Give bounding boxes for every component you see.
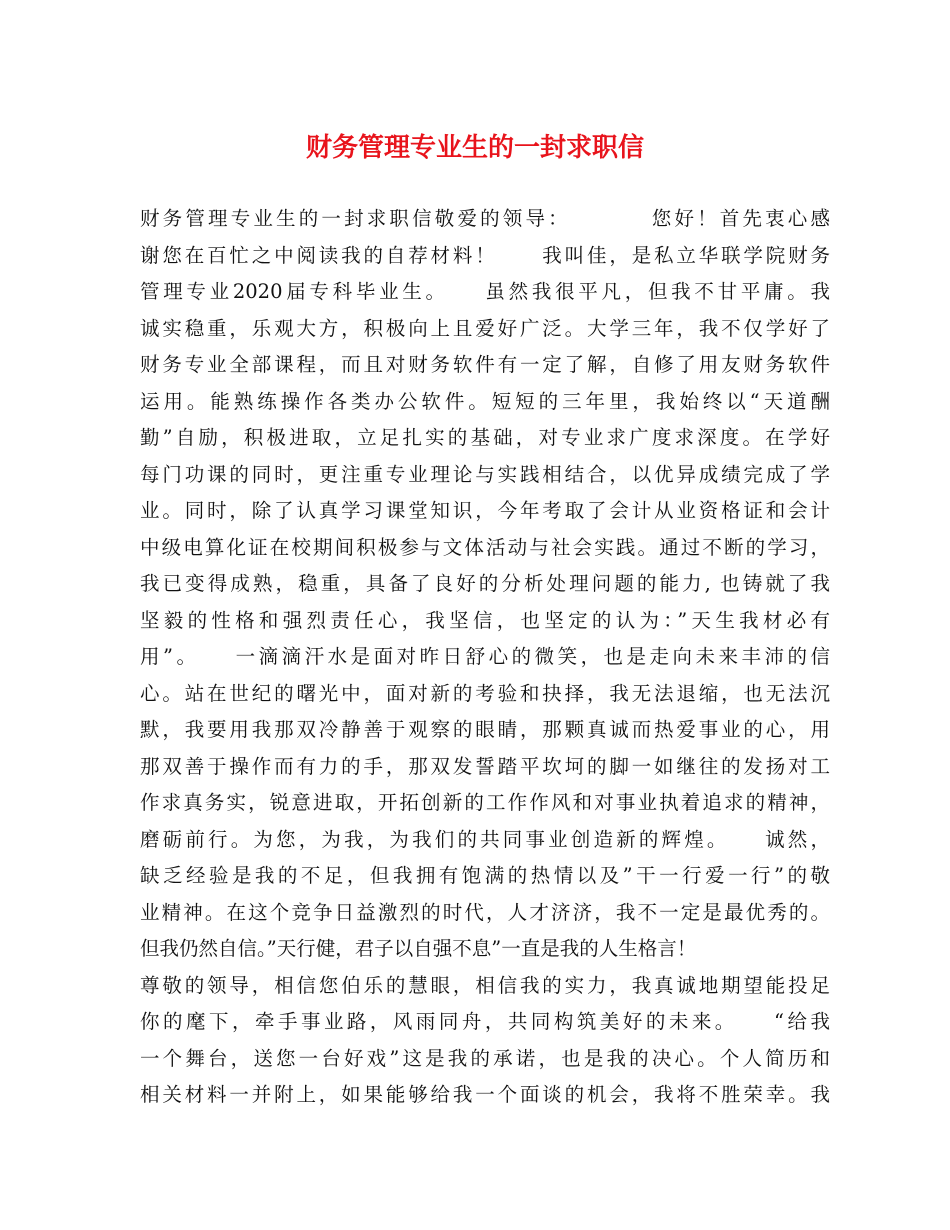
body-line: 作求真务实，锐意进取，开拓创新的工作作风和对事业执着追求的精神， — [140, 791, 830, 814]
body-line: 那双善于操作而有力的手，那双发誓踏平坎坷的脚一如继往的发扬对工 — [140, 754, 830, 778]
body-line: 相关材料一并附上，如果能够给我一个面谈的机会，我将不胜荣幸。我 — [140, 1083, 830, 1106]
body-line: 每门功课的同时，更注重专业理论与实践相结合，以优异成绩完成了学 — [140, 462, 830, 486]
body-line: 默，我要用我那双冷静善于观察的眼睛，那颗真诚而热爱事业的心，用 — [140, 718, 830, 741]
body-line: 诚实稳重，乐观大方，积极向上且爱好广泛。大学三年，我不仅学好了 — [140, 316, 830, 340]
body-line: 谢您在百忙之中阅读我的自荐材料！ 我叫佳，是私立华联学院财务 — [140, 243, 830, 267]
body-line: 心。站在世纪的曙光中，面对新的考验和抉择，我无法退缩，也无法沉 — [140, 681, 830, 705]
body-line: 业。同时，除了认真学习课堂知识，今年考取了会计从业资格证和会计 — [140, 499, 830, 522]
document-title: 财务管理专业生的一封求职信 — [305, 133, 644, 163]
body-line: 坚毅的性格和强烈责任心，我坚信，也坚定的认为：”天生我材必有 — [140, 608, 830, 632]
letter-body — [140, 201, 830, 1114]
body-line: 中级电算化证在校期间积极参与文体活动与社会实践。通过不断的学习， — [140, 535, 830, 559]
body-line: 一个舞台，送您一台好戏”这是我的承诺，也是我的决心。个人简历和 — [140, 1046, 830, 1070]
body-line: 运用。能熟练操作各类办公软件。短短的三年里，我始终以“天道酬 — [140, 389, 830, 413]
body-line: 用”。 一滴滴汗水是面对昨日舒心的微笑，也是走向未来丰沛的信 — [140, 645, 830, 668]
body-line: 尊敬的领导，相信您伯乐的慧眼，相信我的实力，我真诚地期望能投足 — [140, 973, 830, 997]
body-line: 你的麾下，牵手事业路，风雨同舟，共同构筑美好的未来。 “给我 — [140, 1010, 830, 1033]
body-line: 管理专业2020届专科毕业生。 虽然我很平凡，但我不甘平庸。我 — [140, 280, 830, 303]
body-line: 缺乏经验是我的不足，但我拥有饱满的热情以及”干一行爱一行”的敬 — [140, 864, 830, 887]
body-line: 我已变得成熟，稳重，具备了良好的分析处理问题的能力, 也铸就了我 — [140, 572, 830, 595]
body-line: 财务专业全部课程，而且对财务软件有一定了解，自修了用友财务软件 — [140, 353, 830, 376]
body-line: 但我仍然自信。”天行健，君子以自强不息”一直是我的人生格言！ — [140, 937, 697, 960]
body-line: 磨砺前行。为您，为我，为我们的共同事业创造新的辉煌。 诚然， — [140, 827, 830, 851]
body-line: 财务管理专业生的一封求职信敬爱的领导： 您好！首先衷心感 — [140, 207, 830, 230]
body-line: 业精神。在这个竞争日益激烈的时代，人才济济，我不一定是最优秀的。 — [140, 900, 830, 924]
body-line: 勤”自励，积极进取，立足扎实的基础，对专业求广度求深度。在学好 — [140, 426, 830, 449]
